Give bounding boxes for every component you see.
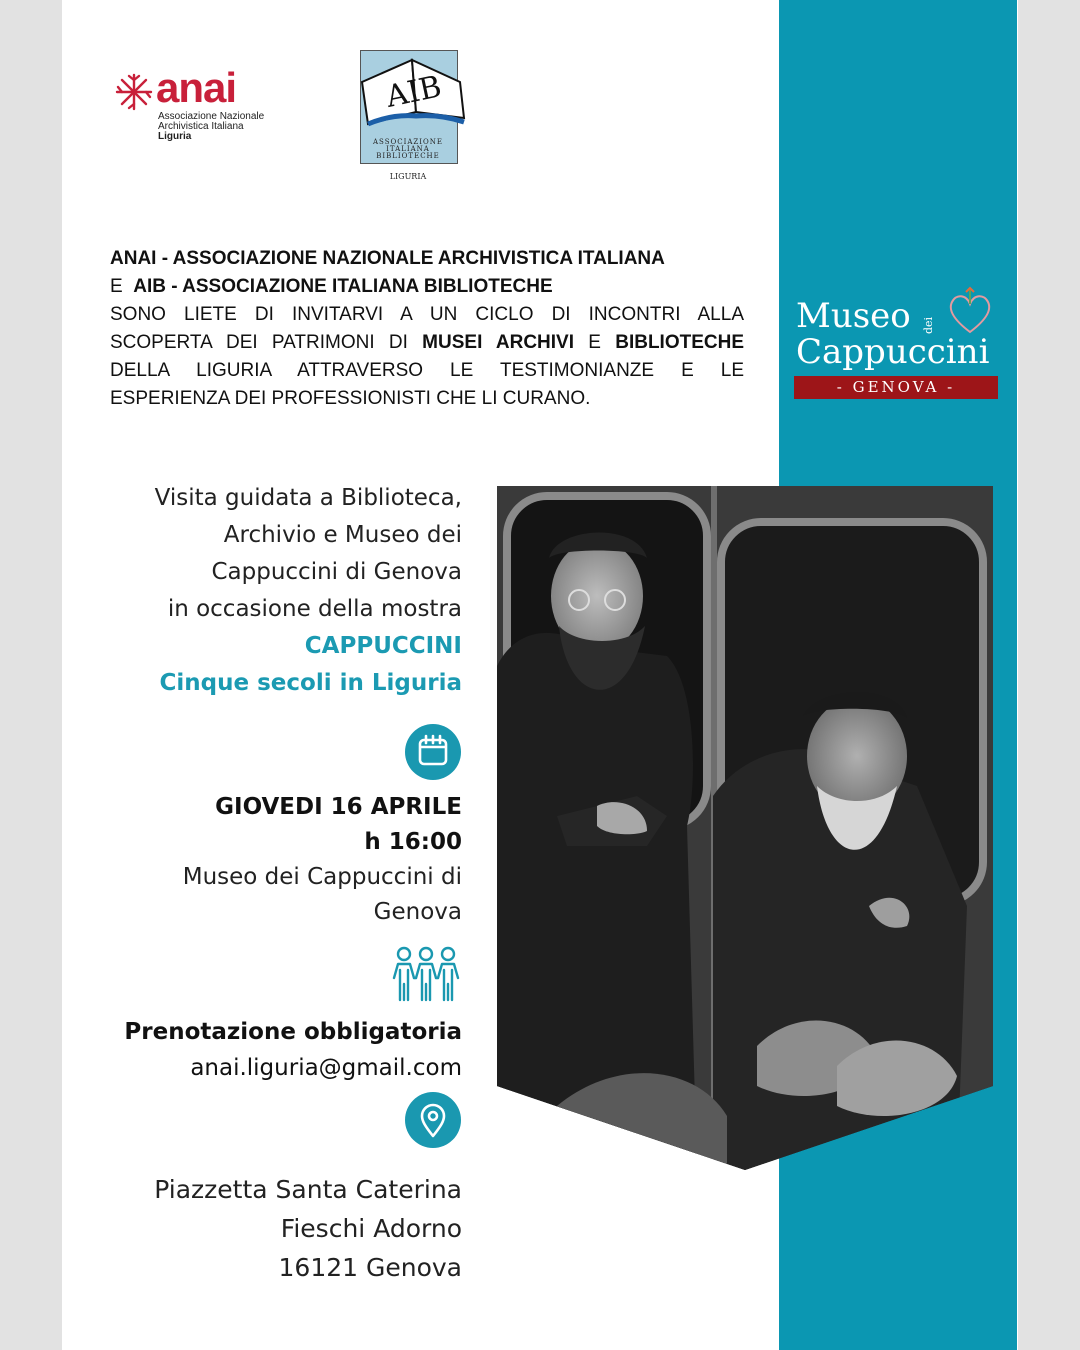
heart-icon [944,286,996,338]
intro-line-2 [110,273,744,301]
visit-line: Cappuccini di Genova [211,559,462,585]
people-icon [390,944,462,1004]
event-time: h 16:00 [364,829,462,855]
visit-description [102,480,462,702]
visit-line: Visita guidata a Biblioteca, [154,485,462,511]
event-date: GIOVEDI 16 APRILE [215,794,462,820]
intro-anai: ANAI [110,248,157,269]
intro-text: SCOPERTA DEI PATRIMONI DI [110,332,423,353]
museo-cappuccini-word: Cappuccini [796,332,990,372]
intro-biblioteche: BIBLIOTECHE [615,332,744,353]
booking-label: Prenotazione obbligatoria [124,1019,462,1045]
exhibit-title: CAPPUCCINI [304,633,462,659]
anai-subtitle [158,112,264,142]
intro-line-6: ESPERIENZA DEI PROFESSIONISTI CHE LI CURANO. [110,388,591,409]
venue-line: Museo dei Cappuccini di [182,864,462,890]
booking-email[interactable]: anai.liguria@gmail.com [190,1055,462,1081]
address-line: Fieschi Adorno [280,1214,462,1243]
aib-caption-line: BIBLIOTECHE [376,152,440,160]
intro-e: E [110,276,128,297]
intro-paragraph [110,245,744,413]
poster [62,0,1018,1350]
anai-subtitle-region: Liguria [158,131,192,142]
intro-aib-full: AIB - ASSOCIAZIONE ITALIANA BIBLIOTECHE [133,276,553,297]
event-venue [102,860,462,930]
booking-info [82,1014,462,1086]
intro-line-1 [110,245,744,273]
anai-wordmark: anai [156,64,237,111]
anai-subtitle-line: Archivistica Italiana [158,121,244,132]
location-pin-icon [405,1092,461,1148]
aib-logo [358,48,478,184]
calendar-icon [405,724,461,780]
museo-cappuccini-logo [794,286,1000,402]
museo-genova-bar: - GENOVA - [794,376,998,399]
exhibit-subtitle: Cinque secoli in Liguria [159,670,462,696]
anai-logo [114,64,294,150]
event-address [82,1170,462,1287]
friars-train-photo [497,486,993,1170]
visit-line: Archivio e Museo dei [223,522,462,548]
museo-wordmark: Museo [796,296,911,336]
intro-line-3: SONO LIETE DI INVITARVI A UN CICLO DI INCONTRI ALLA [110,304,744,325]
event-datetime [102,790,462,860]
aib-region: LIGURIA [389,172,427,181]
anai-tree-icon [114,72,154,112]
anai-subtitle-line: Associazione Nazionale [158,111,265,122]
visit-line: in occasione della mostra [167,596,462,622]
aib-caption-line: ITALIANA [386,145,430,153]
aib-wordmark: AIB [383,69,445,116]
intro-anai-full: - ASSOCIAZIONE NAZIONALE ARCHIVISTICA ITALIANA [156,248,665,269]
museo-dei: dei [922,316,935,334]
intro-line-5: DELLA LIGURIA ATTRAVERSO LE TESTIMONIANZE E LE [110,360,744,381]
venue-line: Genova [373,899,462,925]
aib-caption-line: ASSOCIAZIONE [372,138,444,146]
intro-musei-archivi: MUSEI ARCHIVI [422,332,575,353]
intro-text: E [574,332,616,353]
intro-line-4 [110,329,744,357]
address-line: Piazzetta Santa Caterina [154,1175,462,1204]
aib-caption [358,139,458,160]
open-book-icon [352,52,472,142]
address-line: 16121 Genova [278,1253,462,1282]
